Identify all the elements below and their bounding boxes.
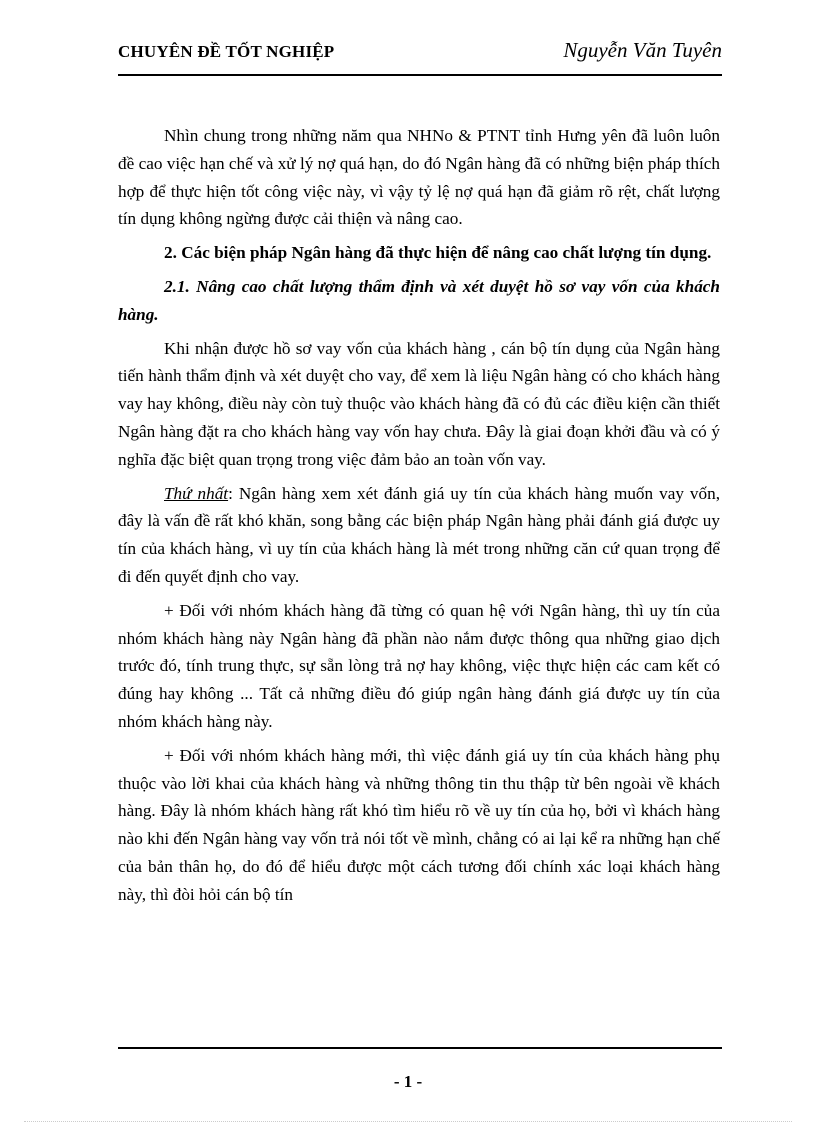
existing-clients-paragraph: + Đối với nhóm khách hàng đã từng có quan hệ với Ngân hàng, thì uy tín của nhóm khách hàng này Ngân hàng đã phần nào nắm được thông qua những giao dịch trước đó, tính trung thực, sự sẵn lòng trả nợ hay không, việc thực hiện các cam kết có đúng hay không ... Tất cả những điều đó giúp ngân hàng đánh giá được uy tín của nhóm khách hàng này. (118, 600, 720, 731)
footer-rule (118, 1047, 722, 1049)
subsection-heading: 2.1. Nâng cao chất lượng thẩm định và xét duyệt hồ sơ vay vốn của khách hàng. (118, 276, 720, 324)
first-point-text: : Ngân hàng xem xét đánh giá uy tín của khách hàng muốn vay vốn, đây là vấn đề rất khó khăn, song bằng các biện pháp Ngân hàng phải đánh giá được uy tín của khách hàng, vì uy tín của khách hàng là mét trong những căn cứ quan trọng để đi đến quyết định cho vay. (118, 483, 720, 586)
section-heading: 2. Các biện pháp Ngân hàng đã thực hiện để nâng cao chất lượng tín dụng. (164, 243, 712, 263)
page-content (118, 122, 720, 909)
page-header (118, 36, 722, 66)
author-name: Nguyễn Văn Tuyên (563, 38, 722, 62)
appraisal-paragraph: Khi nhận được hồ sơ vay vốn của khách hàng , cán bộ tín dụng của Ngân hàng tiến hành thẩm định và xét duyệt cho vay, để xem là liệu Ngân hàng có cho khách hàng vay hay không, điều này còn tuỳ thuộc vào khách hàng đã có đủ các điều kiện cần thiết Ngân hàng đặt ra cho khách hàng vay vốn hay chưa. Đây là giai đoạn khởi đầu và có ý nghĩa đặc biệt quan trọng trong việc đảm bảo an toàn vốn vay. (118, 338, 720, 469)
new-clients-paragraph: + Đối với nhóm khách hàng mới, thì việc đánh giá uy tín của khách hàng phụ thuộc vào lời khai của khách hàng và những thông tin thu thập từ bên ngoài về khách hàng. Đây là nhóm khách hàng rất khó tìm hiểu rõ về uy tín của họ, bởi vì khách hàng nào khi đến Ngân hàng vay vốn trả nói tốt về mình, chẳng có ai lại kể ra những hạn chế của bản thân họ, do đó để hiểu được một cách tương đối chính xác loại khách hàng này, thì đòi hỏi cán bộ tín (118, 745, 720, 904)
intro-paragraph: Nhìn chung trong những năm qua NHNo & PTNT tỉnh Hưng yên đã luôn luôn đề cao việc hạn chế và xử lý nợ quá hạn, do đó Ngân hàng đã có những biện pháp thích hợp để thực hiện tốt công việc này, vì vậy tỷ lệ nợ quá hạn đã giảm rõ rệt, chất lượng tín dụng không ngừng được cải thiện và nâng cao. (118, 126, 720, 229)
page-edge-divider (24, 1121, 792, 1122)
page-number: - 1 - (393, 1072, 423, 1091)
header-rule (118, 74, 722, 76)
first-point-label: Thứ nhất (164, 483, 229, 503)
first-point-paragraph (118, 480, 720, 591)
document-title: CHUYÊN ĐỀ TỐT NGHIỆP (118, 42, 335, 61)
